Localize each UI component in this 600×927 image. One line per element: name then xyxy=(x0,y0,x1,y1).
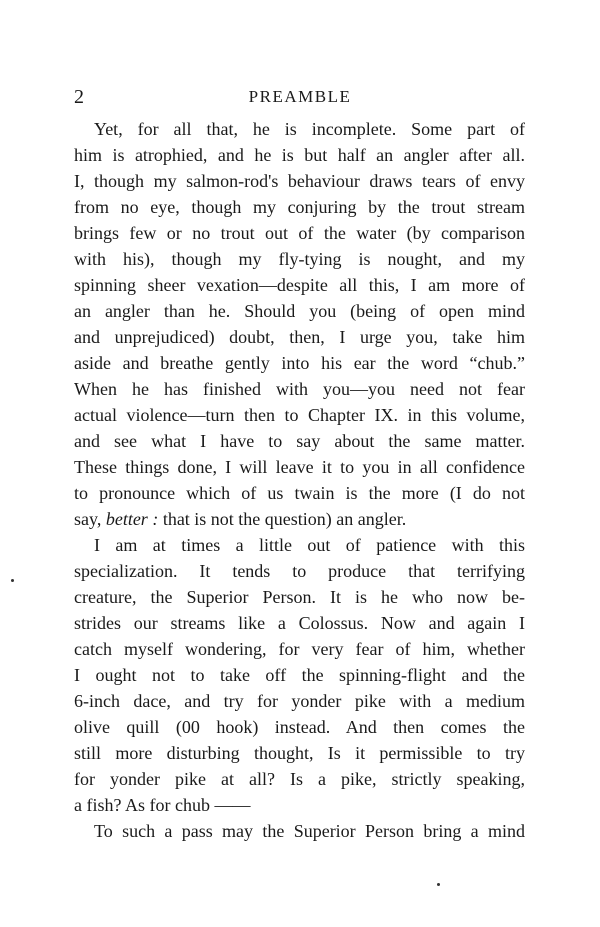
text-line: with his), though my fly-tying is nought, and my xyxy=(74,249,525,269)
body-text xyxy=(74,116,525,844)
print-speck xyxy=(11,579,14,582)
text-line: I, though my salmon-rod's behaviour draws tears of envy xyxy=(74,171,525,191)
print-speck xyxy=(437,883,440,886)
text-line: him is atrophied, and he is but half an angler after all. xyxy=(74,145,525,165)
text-line: I ought not to take off the spinning-flight and the xyxy=(74,665,525,685)
text-line: from no eye, though my conjuring by the trout stream xyxy=(74,197,525,217)
page-number: 2 xyxy=(74,86,84,108)
text-line: and unprejudiced) doubt, then, I urge you, take him xyxy=(74,327,525,347)
text-line: Yet, for all that, he is incomplete. Some part of xyxy=(94,119,525,139)
text-line: I am at times a little out of patience with this xyxy=(94,535,525,555)
text-line: When he has finished with you—you need not fear xyxy=(74,379,525,399)
text-line xyxy=(74,506,525,532)
text-fragment: that is not the question) an angler. xyxy=(162,509,407,529)
text-line: These things done, I will leave it to you in all confidence xyxy=(74,457,525,477)
text-line: olive quill (00 hook) instead. And then comes the xyxy=(74,717,525,737)
text-line: and see what I have to say about the same matter. xyxy=(74,431,525,451)
text-line: catch myself wondering, for very fear of him, whether xyxy=(74,639,525,659)
text-line: aside and breathe gently into his ear the word “chub.” xyxy=(74,353,525,373)
text-line: strides our streams like a Colossus. Now and again I xyxy=(74,613,525,633)
running-head xyxy=(74,84,526,110)
text-line: To such a pass may the Superior Person bring a mind xyxy=(94,821,525,841)
text-line: spinning sheer vexation—despite all this, I am more of xyxy=(74,275,525,295)
text-line: still more disturbing thought, Is it permissible to try xyxy=(74,743,525,763)
text-line: to pronounce which of us twain is the more (I do not xyxy=(74,483,525,503)
text-fragment: say, xyxy=(74,509,102,529)
text-line: for yonder pike at all? Is a pike, strictly speaking, xyxy=(74,769,525,789)
text-line: 6-inch dace, and try for yonder pike with a medium xyxy=(74,691,525,711)
italic-text: better : xyxy=(105,509,159,529)
text-line: a fish? As for chub —— xyxy=(74,795,251,815)
text-line: creature, the Superior Person. It is he who now be- xyxy=(74,587,525,607)
text-line: specialization. It tends to produce that terrifying xyxy=(74,561,525,581)
text-line: an angler than he. Should you (being of open mind xyxy=(74,301,525,321)
text-line: actual violence—turn then to Chapter IX. in this volume, xyxy=(74,405,525,425)
text-line: brings few or no trout out of the water (by comparison xyxy=(74,223,525,243)
running-title: PREAMBLE xyxy=(248,87,352,106)
